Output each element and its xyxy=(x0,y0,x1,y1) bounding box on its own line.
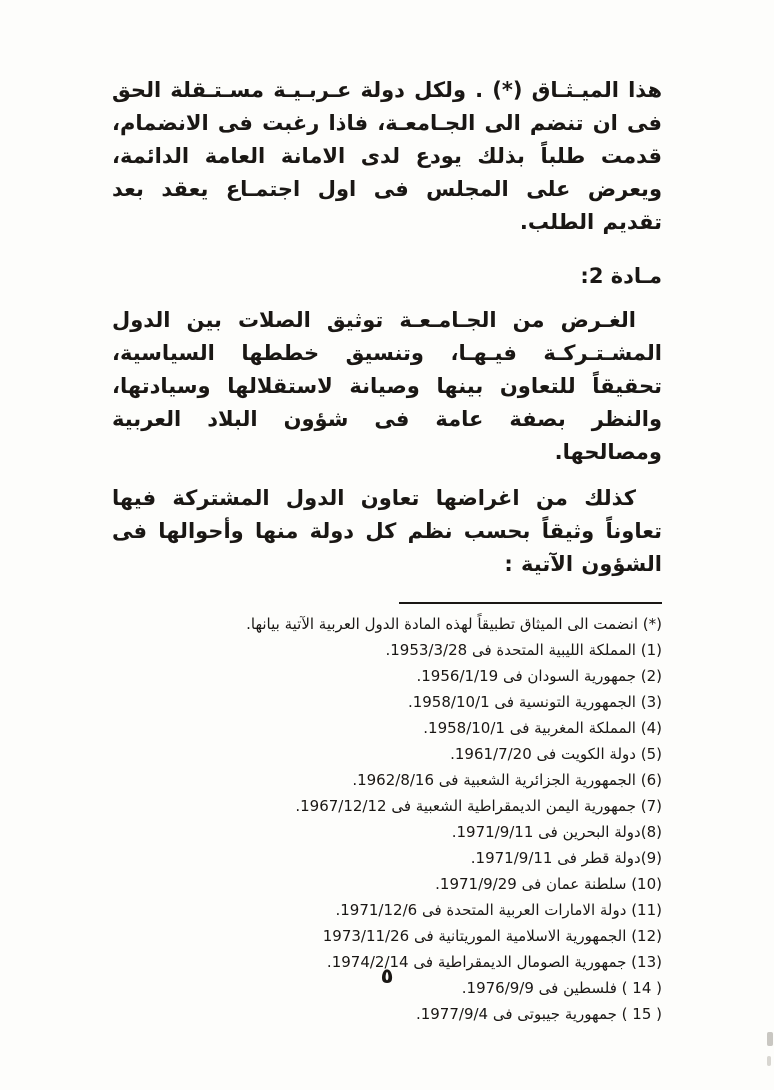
footnote-entry xyxy=(112,715,662,741)
footnote-entry xyxy=(112,1001,662,1027)
footnote-entry xyxy=(112,663,662,689)
footnote-entry-text: (12) الجمهورية الاسلامية الموريتانية فى 1973/11/26 xyxy=(322,927,662,945)
paragraph-cooperation: كذلك من اغراضها تعاون الدول المشتركة فيها تعاوناً وثيقاً بحسب نظم كل دولة منها وأحوالها فى الشؤون الآتية : xyxy=(112,486,662,576)
footnote-entry-text: (3) الجمهورية التونسية فى 1958/10/1. xyxy=(407,693,662,711)
paragraph-league-purpose: الغـرض من الجـامـعـة توثيق الصلات بين الدول المشـتـركـة فيـهـا، وتنسيق خططها السياسية، تحقيقاً للتعاون بينها وصيانة لاستقلالها وسيادتها، والنظر بصفة عامة فى شؤون البلاد العربية ومصالحها. xyxy=(112,308,662,464)
scan-artifact xyxy=(767,1056,771,1066)
footnote-entry-text: (11) دولة الامارات العربية المتحدة فى 1971/12/6. xyxy=(335,901,662,919)
footnote-entry xyxy=(112,793,662,819)
footnote-entry-text: (13) جمهورية الصومال الديمقراطية فى 1974/2/14. xyxy=(326,953,662,971)
footnote-entry xyxy=(112,819,662,845)
footnote-entry xyxy=(112,897,662,923)
footnote-entry-text: (1) المملكة الليبية المتحدة فى 1953/3/28. xyxy=(385,641,662,659)
footnote-entry-text: (2) جمهورية السودان فى 1956/1/19. xyxy=(416,667,662,685)
footnote-entry-text: (10) سلطنة عمان فى 1971/9/29. xyxy=(435,875,662,893)
footnote-entry xyxy=(112,767,662,793)
page-number: ٥ xyxy=(380,964,394,988)
scan-artifact xyxy=(767,1032,773,1046)
footnote-entry xyxy=(112,845,662,871)
paragraph-charter-accession: هذا الميـثـاق (*) . ولكل دولة عـربـيـة مسـتـقلة الحق فى ان تنضم الى الجـامعـة، فاذا رغبت فى الانضمام، قدمت طلباً بذلك يودع لدى الامانة العامة الدائمة، ويعرض على المجلس فى اول اجتمـاع يعقد بعد تقديم الطلب. xyxy=(112,78,662,234)
footnote-entry xyxy=(112,689,662,715)
footnote-entry-text: ( 14 ) فلسطين فى 1976/9/9. xyxy=(461,979,662,997)
footnote-entry xyxy=(112,741,662,767)
article-2-heading: مـادة 2: xyxy=(580,264,662,288)
footnote-entry xyxy=(112,637,662,663)
footnote-intro: (*) انضمت الى الميثاق تطبيقاً لهذه المادة الدول العربية الآتية بيانها. xyxy=(246,615,662,633)
footnote-entry-text: (7) جمهورية اليمن الديمقراطية الشعبية فى 1967/12/12. xyxy=(295,797,662,815)
footnote-entry-text: (5) دولة الكويت فى 1961/7/20. xyxy=(450,745,662,763)
page-content xyxy=(112,74,662,1027)
footnote-entry-text: (4) المملكة المغربية فى 1958/10/1. xyxy=(423,719,662,737)
footnote-separator-line xyxy=(399,602,662,604)
footnote-entry xyxy=(112,871,662,897)
footnote-entry-text: (9)دولة قطر فى 1971/9/11. xyxy=(470,849,662,867)
footnote-entry-text: (8)دولة البحرين فى 1971/9/11. xyxy=(451,823,662,841)
footnote-entry-text: (6) الجمهورية الجزائرية الشعبية فى 1962/8/16. xyxy=(352,771,662,789)
footnote-entry-text: ( 15 ) جمهورية جيبوتى فى 1977/9/4. xyxy=(415,1005,662,1023)
footnote-entry xyxy=(112,923,662,949)
